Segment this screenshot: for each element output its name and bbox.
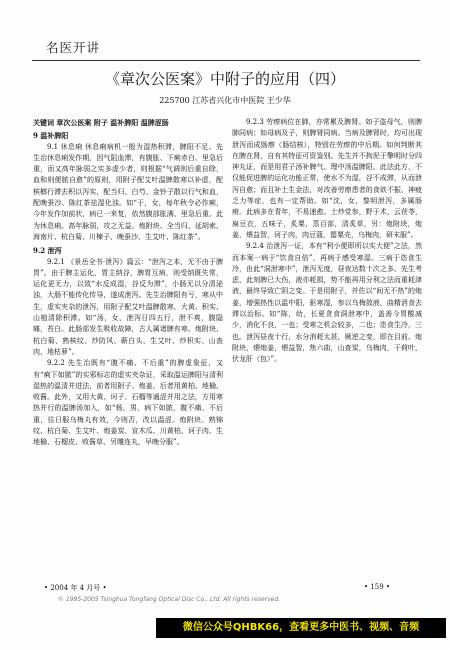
keywords: 关键词 章次公医案 附子 温补脾阳 温脾涩肠 bbox=[33, 118, 169, 127]
body-paragraph: 9.2.3 劳瘵病位在肺，亦常累及脾肾。如子盗母气，则脾肺同病；如母病及子，则脾肾同病。当病及脾肾时，均可出现泄泻而成肠瘵（肠结核），特别在劳瘵的中后期。如何判断其在脾在肾，自有其特征可资鉴别。先生并不拘泥于擎明时分四神丸证，而是用君子汤补脾气、理中汤温脾阳。此法此方，不仅能促进脾的运化功能正常，使水不为湿，谷不成滞，从而泄泻自愈；而且补土生金法，对改善劳瘵患者的食欲不振、神疲乏力等症，也有一定帮助。如“沈，女，黎明泄泻，多属肠痨。此病多在青年，不易速愈。土炒党参，野于术，云茯苓，扁豆衣，五味子，炙粟，蒸百部，清炙草，另：炮附块，炮姜，煨益智，诃子肉，肉豆蔻，罂粟壳，乌梅肉，研末服”。 bbox=[232, 118, 422, 239]
right-column bbox=[232, 117, 422, 579]
copyright-notice: © 1995-2005 Tsinghua Tongfang Optical Disc Co., Ltd. All rights reserved. bbox=[58, 596, 281, 603]
section-header: 名医开讲 bbox=[46, 40, 101, 55]
right-column-body bbox=[232, 117, 422, 366]
wechat-banner: 微信公众号QHBK66，查看更多中医书、视频、音频 bbox=[156, 618, 446, 638]
issue-footer: • 2004 年 4 月号 • bbox=[44, 584, 107, 592]
section-heading: 9 温补脾阳 bbox=[33, 131, 69, 141]
body-paragraph: 9.2.1 《景岳全书·泄泻》篇云：“泄泻之本，无不由于脾胃”。由于脾主运化，胃主纳谷，脾胃互病，则受纳既失常，运化更无力，以致“水反成湿，谷反为滞”，小肠无以分清泌浊，大肠不能传化传导，遂成泄泻。先生治脾阳有亏，寒从中生，虚实夹杂的泄泻，用附子配艾叶温脾散寒，大黄、积实、山植清除积滞。如“汤，女，泄泻日四五行，泄不爽，腹隐痛，苔白。此肠部发生吸收故障，古人属诸脾有寒。炮附块、杭白菊、熟槟纹、炒防风、蕲白头、生艾叶、炒枳实、山查肉、地枯萝”。 bbox=[33, 257, 223, 356]
body-paragraph: 9.2.4 治泄泻一证，本有“利小便即所以实大便”之法，然而本案一病于“饮食自倍”，再病于感受寒湿。三病于恣食生冷，由此“洞泄寒中”，泄泻无度，昼夜达数十次之多。先生考虑，此刻脾已大伤，液亦耗损，势不能再用分利之法而重耗津液，最终导致亡阴之变。于是用附子，并佐以“间无不热”的炮姜，增强热性以温中阳，驱寒湿，参以乌梅敛液，曲精消食去滞以治标。如“陈，幼，长夏贪食洞泄寒中，盖善今胃酸减少，消化不良，一也；受寒之机会较多，二也；恣食生冷，三也。泄泻昼夜十行，水分消耗太甚，厥逆之变，即在目前。炮附块，煨炮姜，煨益智，焦六曲，山查炭，乌梅肉，干荷叶，伏龙肝（包）”。 bbox=[232, 242, 422, 364]
header-divider bbox=[32, 60, 420, 61]
body-paragraph: 9.2.2 先生治既有“腹不痛、不后重”的脾虚象征，又有“痢下如脓”的实邪标志的虚实夹杂证，采取温运脾阳与清利湿热的温清并进法，前者用附子、炮姜、后者用黄柏、地榆、败酱。此外，又用大黄、诃子、石榴等通涩并用之法，方用寒热并行的温脾汤加入，如“杨，男，病下如脓，腹不痛、不后重，往日服乌梅丸有效，今则否，改以温涩。炮附块、熟锦纹、杭白菊、生艾叶、炮姜炭、宣木瓜、川黄柏、诃子肉、生地榆、石榴皮、败酱草、另雕连丸，早晚分服”。 bbox=[33, 359, 223, 447]
section-heading: 9.2 泄泻 bbox=[33, 246, 62, 256]
left-column bbox=[33, 117, 223, 579]
body-paragraph: 9.1 休息痢 休息痢病机一般为湿热积滞，脾阳不足。先生治休息痢发作期，因气阻血滞，有腹胀、下痢赤白、里急后重，而又高年脉弱之实多虚少者，则根据“气调则后重自除，血和则便脓自愈”的原则，用附子配艾叶温脾散寒以补虚，配槟榔行滞去积以泻实，配当归、白芍、金铃子散以行气和血，配晚蚕沙、陈红茶祛湿化浊。如“于，女，每年秋令必作痢，今年发作加前状，病已一来复，依然腹部胀满、里急后重。此为休息痢。高年脉弱，攻之无益。炮附块、全当归、延胡索、海南片、杭白菊、川楝子、晚蚕沙、生艾叶、陈红茶”。 bbox=[33, 142, 223, 241]
author-affiliation: 225700 江苏省兴化市中医院 王少华 bbox=[159, 96, 291, 105]
page-number: • 159 • bbox=[364, 583, 391, 591]
left-column-body bbox=[33, 130, 223, 448]
article-title: 《章次公医案》中附子的应用（四） bbox=[104, 70, 345, 88]
